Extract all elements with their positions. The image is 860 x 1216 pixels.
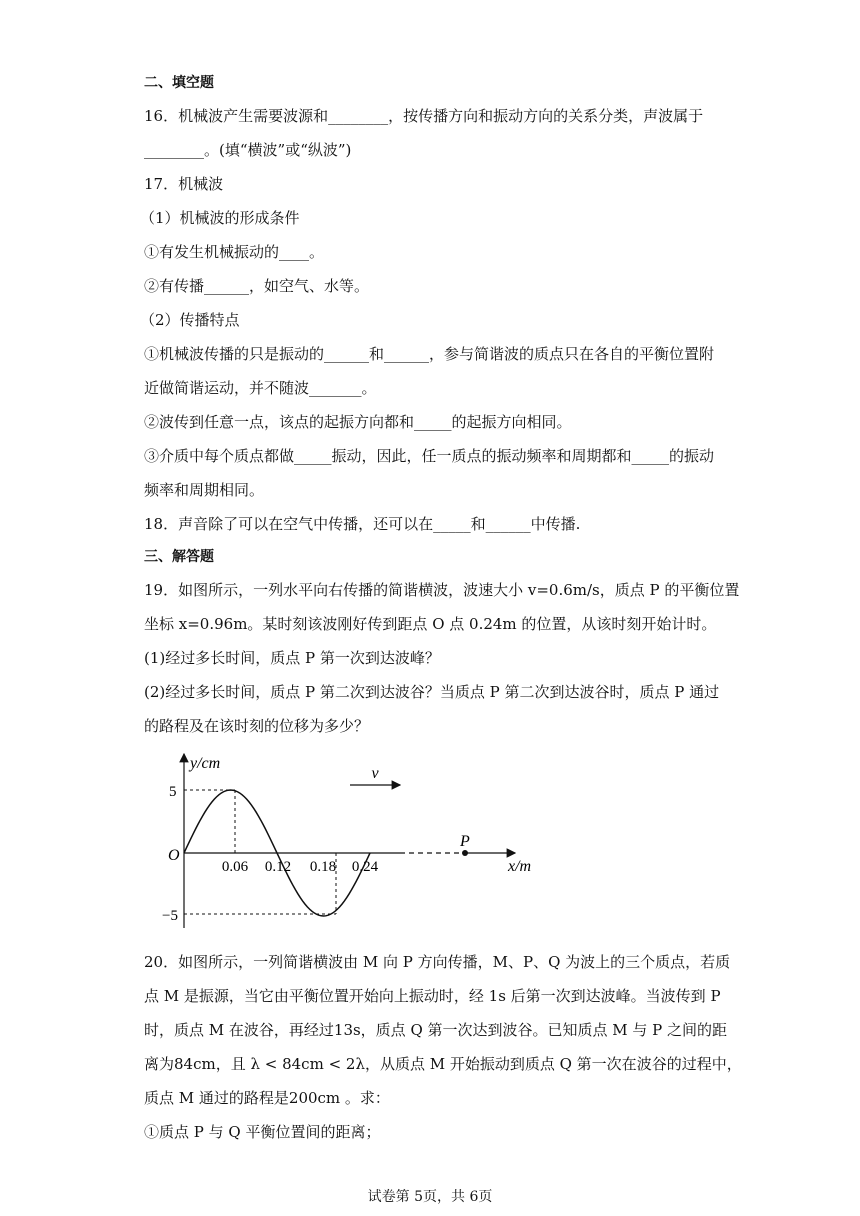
q17-title: 17．机械波: [144, 175, 224, 193]
x-tick-0.06: 0.06: [221, 859, 249, 875]
q17-item1: ①有发生机械振动的____。: [144, 243, 325, 261]
q16-line2: ________。(填“横波”或“纵波”): [144, 141, 352, 159]
point-p-label: P: [460, 833, 470, 850]
q17-item3-line2: 近做简谐运动，并不随波_______。: [144, 379, 377, 397]
q20-line4: 离为84cm，且 λ < 84cm < 2λ，从质点 M 开始振动到质点 Q 第一次在波谷的过程中，: [144, 1055, 742, 1073]
q20-sub1: ①质点 P 与 Q 平衡位置间的距离；: [144, 1123, 381, 1141]
y-tick-neg5: −5: [162, 908, 178, 924]
q17-part1-title: （1）机械波的形成条件: [140, 209, 300, 227]
q17-item5-line2: 频率和周期相同。: [144, 481, 265, 499]
q20-line3: 时，质点 M 在波谷，再经过13s，质点 Q 第一次达到波谷。已知质点 M 与 P 之间的距: [144, 1021, 728, 1039]
q16-line1: 16．机械波产生需要波源和________，按传播方向和振动方向的关系分类，声波属于: [144, 107, 704, 125]
y-axis-label: y/cm: [190, 755, 221, 772]
q18-text: 18．声音除了可以在空气中传播，还可以在_____和______中传播.: [144, 515, 581, 533]
section-2-title: 二、填空题: [144, 75, 214, 91]
q20-line5: 质点 M 通过的路程是200cm 。求：: [144, 1089, 390, 1107]
q20-line1: 20．如图所示，一列简谐横波由 M 向 P 方向传播，M、P、Q 为波上的三个质点，若质: [144, 953, 731, 971]
q17-item3-line1: ①机械波传播的只是振动的______和______，参与简谐波的质点只在各自的平衡位置附: [144, 345, 715, 363]
page-footer: 试卷第 5页，共 6页: [367, 1189, 493, 1205]
x-tick-0.24: 0.24: [351, 859, 379, 875]
velocity-label: v: [371, 765, 379, 782]
q19-sub2-line2: 的路程及在该时刻的位移为多少？: [144, 717, 370, 735]
q19-line1: 19．如图所示，一列水平向右传播的简谐横波，波速大小 v=0.6m/s，质点 P 的平衡位置: [144, 581, 740, 599]
q17-item2: ②有传播______，如空气、水等。: [144, 277, 370, 295]
origin-label: O: [168, 847, 180, 864]
x-tick-0.12: 0.12: [264, 859, 292, 875]
section-3-title: 三、解答题: [144, 549, 214, 565]
point-p-dot: [462, 850, 468, 856]
q19-sub1: (1)经过多长时间，质点 P 第一次到达波峰？: [144, 649, 440, 667]
wave-figure: [160, 748, 580, 938]
q19-sub2-line1: (2)经过多长时间，质点 P 第二次到达波谷？当质点 P 第二次到达波谷时，质点 P 通过: [144, 683, 720, 701]
y-tick-5: 5: [169, 784, 177, 800]
q17-part2-title: （2）传播特点: [140, 311, 240, 329]
q19-line2: 坐标 x=0.96m。某时刻该波刚好传到距点 O 点 0.24m 的位置，从该时刻开始计时。: [144, 615, 717, 633]
x-axis-label: x/m: [508, 858, 532, 875]
q17-item4: ②波传到任意一点，该点的起振方向都和_____的起振方向相同。: [144, 413, 572, 431]
x-tick-0.18: 0.18: [309, 859, 337, 875]
q17-item5-line1: ③介质中每个质点都做_____振动，因此，任一质点的振动频率和周期都和_____的振动: [144, 447, 715, 465]
q20-line2: 点 M 是振源，当它由平衡位置开始向上振动时，经 1s 后第一次到达波峰。当波传到 P: [144, 987, 721, 1005]
